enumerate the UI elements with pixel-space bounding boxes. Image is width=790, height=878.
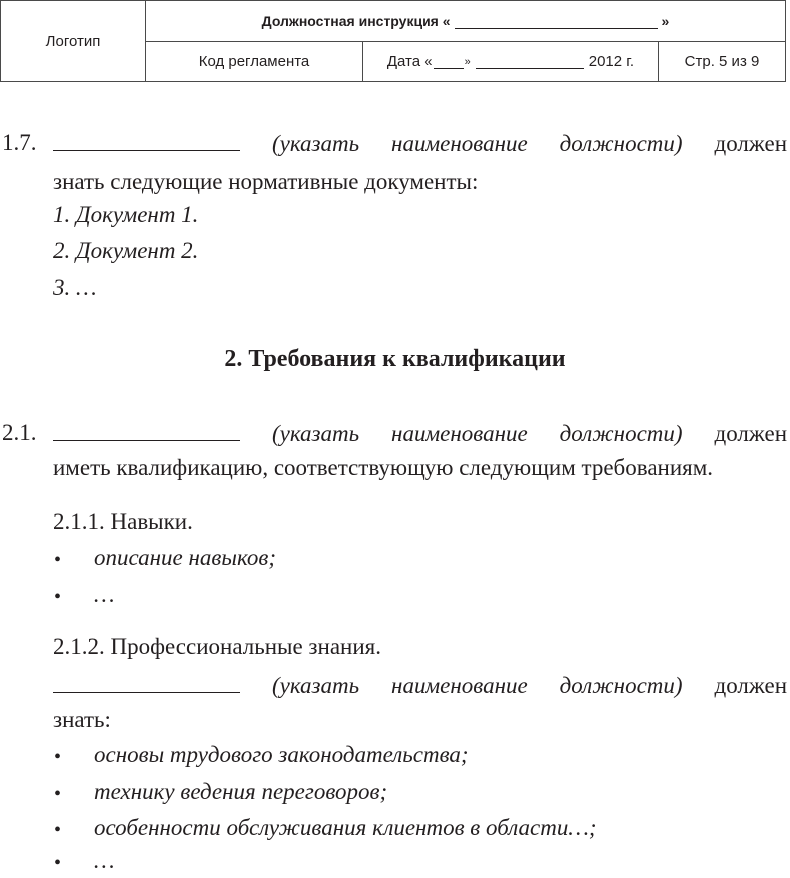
text-word: должен	[714, 421, 787, 446]
list-item: 2. Документ 2.	[53, 238, 199, 263]
bullet-item: …	[94, 582, 115, 607]
hint-word: наименование	[391, 421, 528, 446]
position-blank	[53, 418, 240, 441]
subsection-title: 2.1.1. Навыки.	[53, 509, 193, 534]
paragraph-line: знать:	[53, 707, 111, 732]
logo-cell: Логотип	[1, 1, 146, 81]
section-1-7-first-line	[53, 128, 787, 159]
bullet-icon: •	[54, 819, 62, 841]
date-cell	[363, 42, 659, 81]
bullet-icon: •	[54, 852, 62, 874]
section-number: 2.1.	[2, 420, 37, 445]
page-number-cell: Стр. 5 из 9	[684, 53, 760, 70]
subsection-title: 2.1.2. Профессиональные знания.	[53, 634, 381, 659]
list-item: 1. Документ 1.	[53, 202, 199, 227]
bullet-item: описание навыков;	[94, 545, 276, 570]
date-day-blank	[434, 55, 464, 69]
paragraph-line: иметь квалификацию, соответствующую следующим требованиям.	[53, 455, 714, 480]
bullet-item: …	[94, 848, 115, 873]
bullet-icon: •	[54, 586, 62, 608]
bullet-item: технику ведения переговоров;	[94, 779, 388, 804]
bullet-item: особенности обслуживания клиентов в области…;	[94, 815, 597, 840]
text-word: должен	[714, 673, 787, 698]
hint-word: (указать	[271, 131, 360, 156]
hint-word: (указать	[271, 421, 360, 446]
hint-word: должности)	[559, 421, 683, 446]
bullet-item: основы трудового законодательства;	[94, 742, 469, 767]
date-mid: »	[464, 55, 471, 68]
hint-word: наименование	[391, 673, 528, 698]
instruction-title-suffix: »	[661, 13, 670, 29]
list-item: 3. …	[53, 275, 97, 300]
section-2-1-2-first-line	[53, 670, 787, 701]
position-blank	[53, 128, 240, 151]
section-2-1-first-line	[53, 418, 787, 449]
hint-word: (указать	[271, 673, 360, 698]
instruction-title-blank	[455, 14, 658, 29]
hint-word: должности)	[559, 673, 683, 698]
document-header-table	[0, 0, 786, 82]
section-number: 1.7.	[2, 130, 37, 155]
date-month-blank	[476, 55, 584, 69]
text-word: должен	[714, 131, 787, 156]
bullet-icon: •	[54, 783, 62, 805]
section-heading: 2. Требования к квалификации	[224, 346, 566, 372]
instruction-title-cell	[146, 1, 785, 42]
hint-word: должности)	[559, 131, 683, 156]
paragraph-line: знать следующие нормативные документы:	[53, 169, 479, 194]
regulation-code-cell: Код регламента	[146, 42, 363, 81]
date-year: 2012 г.	[588, 53, 635, 70]
date-prefix: Дата «	[386, 53, 433, 70]
instruction-title-prefix: Должностная инструкция «	[261, 13, 451, 29]
bullet-icon: •	[54, 549, 62, 571]
bullet-icon: •	[54, 746, 62, 768]
hint-word: наименование	[391, 131, 528, 156]
position-blank	[53, 670, 240, 693]
